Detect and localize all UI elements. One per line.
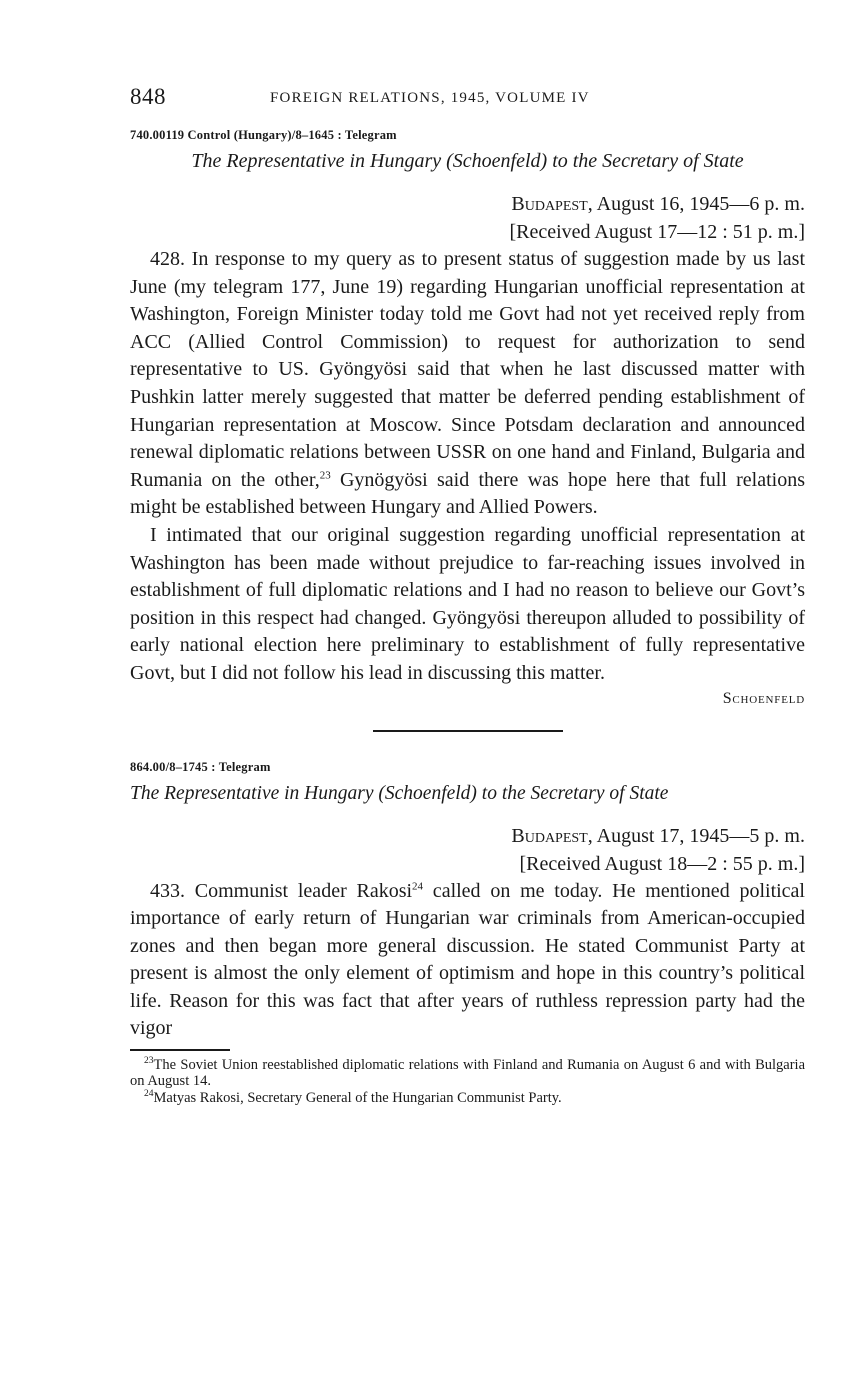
paragraph-text: 433. Communist leader Rakosi <box>150 879 413 902</box>
received-line: [Received August 18—2 : 55 p. m.] <box>519 852 805 875</box>
dateline <box>130 190 805 246</box>
file-reference: 864.00/8–1745 : Telegram <box>130 759 271 774</box>
page-number: 848 <box>130 84 166 109</box>
section-divider <box>373 730 563 732</box>
received-line: [Received August 17—12 : 51 p. m.] <box>509 221 805 243</box>
document-page <box>130 84 805 1106</box>
footnote-divider <box>130 1049 230 1051</box>
footnote-reference: 23 <box>319 469 331 482</box>
footnote-reference: 24 <box>412 879 424 892</box>
dateline-date: , August 17, 1945—5 p. m. <box>587 824 805 847</box>
document-title: The Representative in Hungary (Schoenfeld) to the Secretary of State <box>191 150 744 172</box>
file-reference: 740.00119 Control (Hungary)/8–1645 : Telegram <box>130 128 397 142</box>
paragraph-text: called on me today. He mentioned political importance of early return of Hungarian war criminals from American-occupied zones and then began more general discussion. He stated Communist Party at present is almost the only element of optimism and hope in this country’s political life. Reason for this was fact that after years of ruthless repression party had the vigor <box>130 879 805 1040</box>
signature: Schoenfeld <box>722 689 805 707</box>
dateline-date: , August 16, 1945—6 p. m. <box>587 193 805 215</box>
footnote-mark: 24 <box>144 1088 154 1099</box>
paragraph: I intimated that our original suggestion regarding unofficial representation at Washington has been made without prejudice to far-reaching issues involved in establishment of full diplomatic relations and I had no reason to believe our Govt’s position in this respect had changed. Gyöngyösi thereupon alluded to possibility of early national election here preliminary to establishment of fully representative Govt, but I did not follow his lead in discussing this matter. <box>130 523 805 684</box>
dateline-place: Budapest <box>511 824 588 847</box>
running-title: FOREIGN RELATIONS, 1945, VOLUME IV <box>270 90 590 106</box>
footnote <box>130 1057 805 1090</box>
telegram-433 <box>130 760 805 1044</box>
footnote-mark: 23 <box>144 1055 154 1066</box>
dateline-place: Budapest <box>511 193 588 215</box>
paragraph <box>130 878 805 1044</box>
dateline <box>130 822 805 878</box>
paragraph <box>130 246 805 522</box>
footnotes <box>130 1057 805 1107</box>
running-head <box>130 84 805 114</box>
paragraph-text: Gynögyösi said there was hope here that full relations might be established between Hungary and Allied Powers. <box>130 468 805 519</box>
footnote-text: Matyas Rakosi, Secretary General of the Hungarian Communist Party. <box>153 1089 562 1106</box>
paragraph-text: 428. In response to my query as to present status of suggestion made by us last June (my telegram 177, June 19) regarding Hungarian unofficial representation at Washington, Foreign Minister today told me Govt had not yet received reply from ACC (Allied Control Commission) to request for authorization to send representative to US. Gyöngyösi said that when he last discussed matter with Pushkin latter merely suggested that matter be deferred pending establishment of Hungarian representation at Moscow. Since Potsdam declaration and announced renewal diplomatic relations between USSR on one hand and Finland, Bulgaria and Rumania on the other, <box>130 248 805 491</box>
document-title: The Representative in Hungary (Schoenfeld) to the Secretary of State <box>130 782 669 804</box>
footnote-text: The Soviet Union reestablished diplomatic relations with Finland and Rumania on August 6 and with Bulgaria on August 14. <box>130 1056 805 1090</box>
footnote <box>130 1090 805 1107</box>
telegram-428 <box>130 128 805 708</box>
